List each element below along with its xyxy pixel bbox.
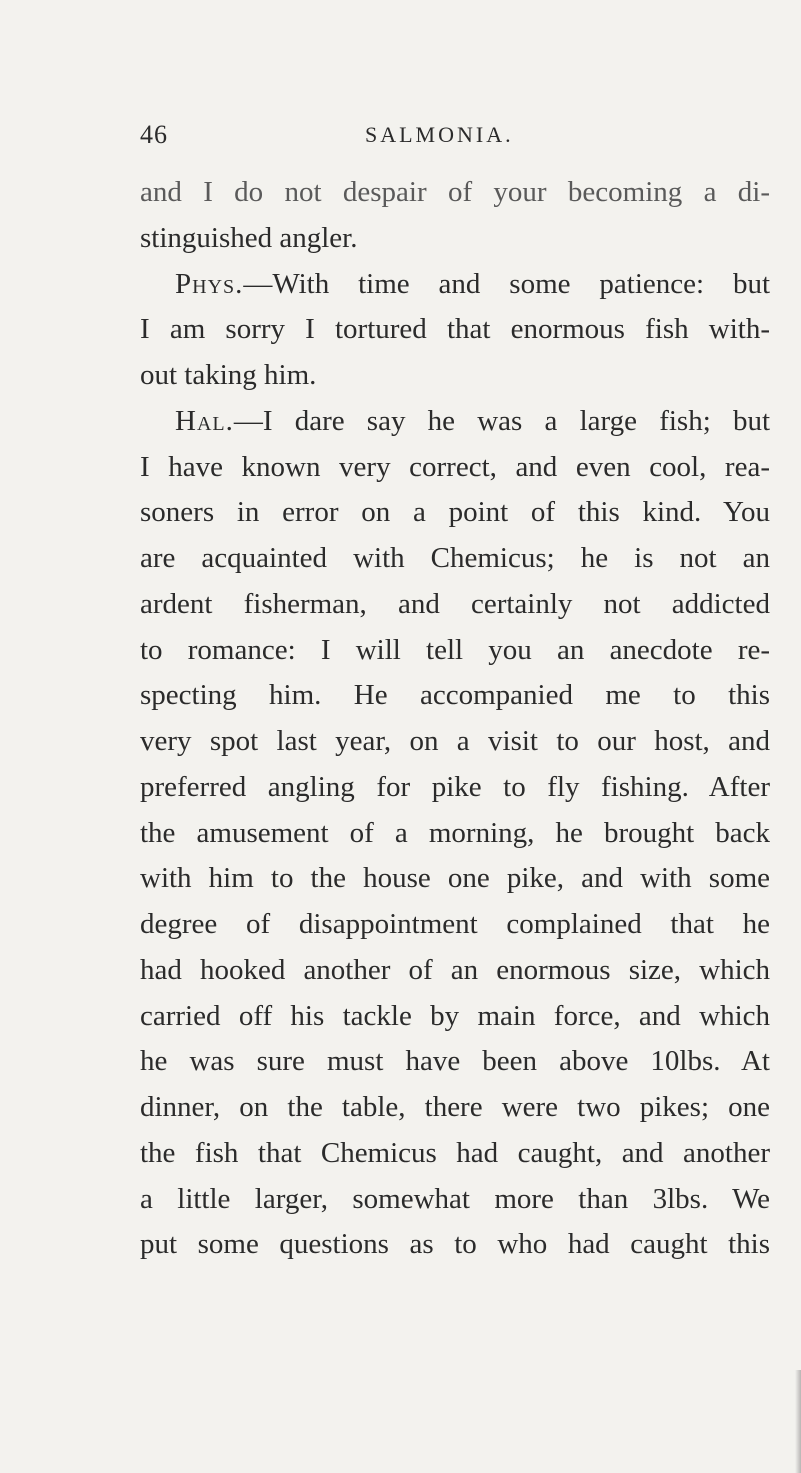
body-text — [140, 170, 770, 1268]
text-line: stinguished angler. — [140, 221, 358, 254]
text-line: he was sure must have been above 10lbs. At — [140, 1045, 770, 1078]
text-line: the fish that Chemicus had caught, and another — [140, 1136, 770, 1169]
text-line: specting him. He accompanied me to this — [140, 679, 770, 712]
text-line: I am sorry I tortured that enormous fish with- — [140, 313, 770, 346]
text-line: ardent fisherman, and certainly not addicted — [140, 587, 770, 620]
text-line: and I do not despair of your becoming a di- — [140, 176, 770, 208]
text-line: soners in error on a point of this kind. You — [140, 496, 770, 529]
text-line: to romance: I will tell you an anecdote re- — [140, 633, 770, 666]
text-line: preferred angling for pike to fly fishing. After — [140, 770, 770, 803]
speaker-name: Hal. — [175, 404, 234, 437]
text-line: out taking him. — [140, 359, 317, 391]
text-line: with him to the house one pike, and with some — [140, 862, 770, 895]
page-header — [140, 120, 760, 164]
text-line: carried off his tackle by main force, and which — [140, 999, 770, 1032]
page-edge-shadow — [795, 1370, 801, 1473]
running-title: SALMONIA. — [365, 122, 514, 147]
speaker-name: Phys. — [175, 267, 244, 300]
text-line: very spot last year, on a visit to our host, and — [140, 725, 770, 757]
text-line: degree of disappointment complained that he — [140, 908, 770, 940]
text-line: I have known very correct, and even cool, rea- — [140, 450, 770, 483]
text-line: dinner, on the table, there were two pikes; one — [140, 1091, 770, 1123]
text-line: a little larger, somewhat more than 3lbs. We — [140, 1182, 770, 1215]
text-line: are acquainted with Chemicus; he is not an — [140, 542, 770, 574]
page-number: 46 — [140, 120, 168, 149]
text-line: had hooked another of an enormous size, which — [140, 953, 770, 986]
dialogue-line: Hal.—I dare say he was a large fish; but — [175, 404, 770, 437]
dialogue-line: Phys.—With time and some patience: but — [175, 267, 770, 300]
text-line: put some questions as to who had caught this — [140, 1228, 770, 1261]
text-line: the amusement of a morning, he brought back — [140, 816, 770, 849]
